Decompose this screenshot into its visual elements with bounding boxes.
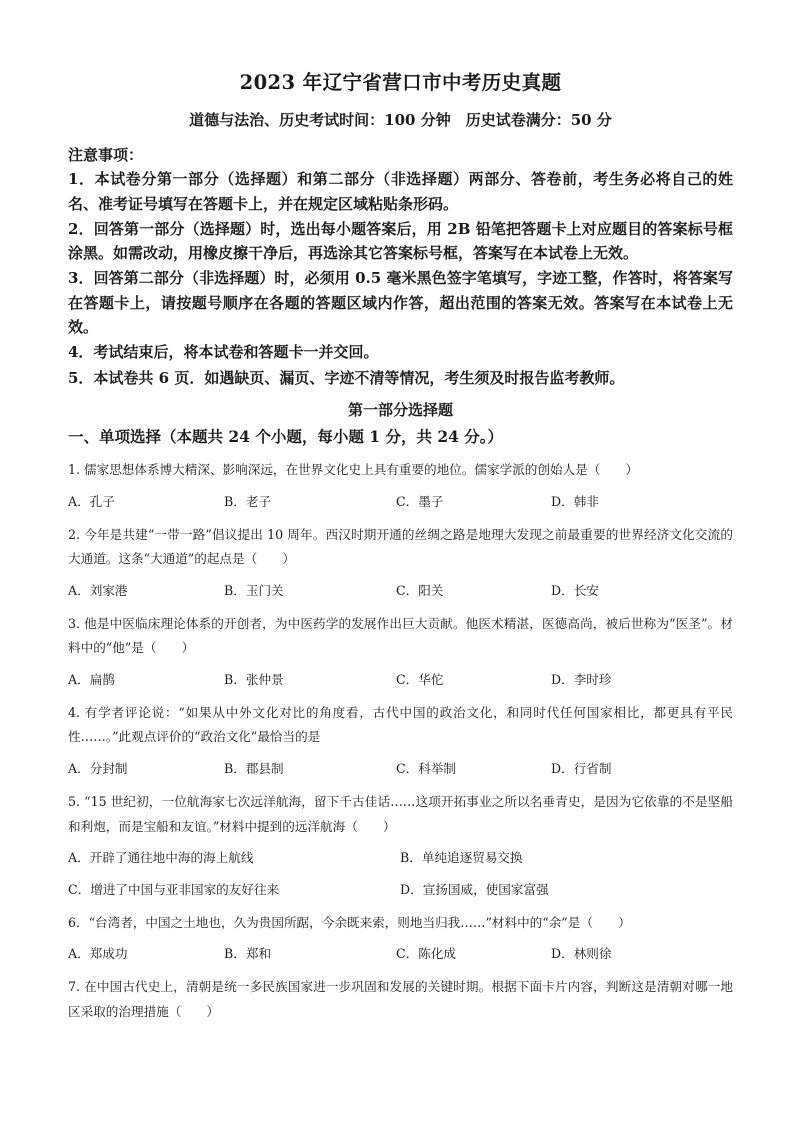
option-a[interactable]: A．郑成功	[68, 946, 128, 962]
question-stem: 6．“台湾者，中国之土地也，久为贵国所踞，今余既来索，则地当归我……”材料中的“余”是（ ）	[68, 914, 631, 930]
option-c[interactable]: C．科举制	[396, 761, 457, 777]
option-list	[68, 942, 733, 966]
option-b[interactable]: B．郡县制	[224, 761, 284, 777]
notice-heading: 注意事项：	[68, 145, 144, 164]
question-2	[68, 523, 733, 603]
option-list	[68, 490, 733, 514]
option-row	[68, 846, 733, 870]
option-c[interactable]: C．阳关	[396, 583, 444, 598]
option-d[interactable]: D．韩非	[551, 493, 599, 509]
option-d[interactable]: D．宣扬国威，使国家富强	[400, 881, 549, 897]
option-d[interactable]: D．长安	[551, 583, 599, 598]
option-b[interactable]: B．玉门关	[224, 583, 284, 598]
option-list	[68, 846, 733, 902]
option-d[interactable]: D．林则徐	[551, 946, 612, 962]
option-c[interactable]: C．华佗	[396, 672, 444, 688]
notice-item-2: 2．回答第一部分（选择题）时，选出每小题答案后，用 2B 铅笔把答题卡上对应题目的答案标号框涂黑。如需改动，用橡皮擦干净后，再选涂其它答案标号框，答案写在本试卷上无效。	[68, 219, 733, 263]
question-stem: 7. 在中国古代史上，清朝是统一多民族国家进一步巩固和发展的关键时期。根据下面卡片内容，判断这是清朝对哪一地区采取的治理措施（ ）	[68, 979, 733, 1019]
option-a[interactable]: A．开辟了通往地中海的海上航线	[68, 850, 254, 866]
question-group-title: 一、单项选择（本题共 24 个小题，每小题 1 分，共 24 分。）	[68, 427, 504, 447]
exam-subtitle: 道德与法治、历史考试时间：100 分钟 历史试卷满分：50 分	[189, 111, 612, 130]
notice-item-1: 1．本试卷分第一部分（选择题）和第二部分（非选择题）两部分、答卷前，考生务必将自己的姓名、准考证号填写在答题卡上，并在规定区域粘贴条形码。	[68, 170, 733, 213]
option-row	[68, 878, 733, 902]
option-b[interactable]: B．单纯追逐贸易交换	[400, 850, 523, 866]
option-a[interactable]: A．刘家港	[68, 583, 128, 598]
option-b[interactable]: B．郑和	[224, 946, 272, 962]
page-title: 2023 年辽宁省营口市中考历史真题	[239, 71, 562, 94]
question-5	[68, 790, 733, 902]
question-stem: 2. 今年是共建“一带一路”倡议提出 10 周年。西汉时期开通的丝绸之路是地理大发现之前最重要的世界经济文化交流的大通道。这条“大通道”的起点是（ ）	[68, 526, 733, 567]
option-c[interactable]: C．增进了中国与亚非国家的友好往来	[68, 881, 280, 897]
option-list	[68, 668, 733, 692]
option-list	[68, 579, 733, 603]
option-c[interactable]: C．陈化成	[396, 946, 457, 962]
notice-item-3: 3．回答第二部分（非选择题）时，必须用 0.5 毫米黑色签字笔填写，字迹工整，作答时，将答案写在答题卡上，请按题号顺序在各题的答题区域内作答，超出范围的答案无效。答案写在本试卷上无效。	[68, 269, 733, 337]
part-one-title: 第一部分选择题	[347, 400, 453, 419]
option-a[interactable]: A．扁鹊	[68, 672, 115, 688]
question-stem: 4. 有学者评论说：“如果从中外文化对比的角度看，古代中国的政治文化，和同时代任何国家相比，都更具有平民性……。”此观点评价的“政治文化”最恰当的是	[68, 704, 733, 745]
question-1	[68, 458, 733, 513]
option-list	[68, 757, 733, 781]
question-stem: 1. 儒家思想体系博大精深、影响深远，在世界文化史上具有重要的地位。儒家学派的创始人是（ ）	[68, 462, 639, 478]
option-a[interactable]: A．孔子	[68, 493, 115, 509]
question-stem: 3. 他是中医临床理论体系的开创者，为中医药学的发展作出巨大贡献。他医术精湛，医德高尚，被后世称为“医圣”。材料中的“他”是（ ）	[68, 615, 733, 656]
notice-item-4: 4．考试结束后，将本试卷和答题卡一并交回。	[68, 343, 379, 362]
option-b[interactable]: B．张仲景	[224, 672, 284, 688]
question-stem: 5. “15 世纪初，一位航海家七次远洋航海，留下千古佳话……这项开拓事业之所以名垂青史，是因为它依靠的不是坚船和利炮，而是宝船和友谊。”材料中提到的远洋航海（ ）	[68, 793, 733, 834]
notice-item-5: 5．本试卷共 6 页．如遇缺页、漏页、字迹不清等情况，考生须及时报告监考教师。	[68, 368, 625, 387]
question-6	[68, 911, 733, 966]
option-d[interactable]: D．行省制	[551, 761, 612, 777]
question-3	[68, 612, 733, 692]
question-4	[68, 701, 733, 781]
option-a[interactable]: A．分封制	[68, 761, 128, 777]
option-d[interactable]: D．李时珍	[551, 672, 612, 688]
option-c[interactable]: C．墨子	[396, 493, 444, 509]
question-7	[68, 975, 733, 1024]
option-b[interactable]: B．老子	[224, 493, 272, 509]
